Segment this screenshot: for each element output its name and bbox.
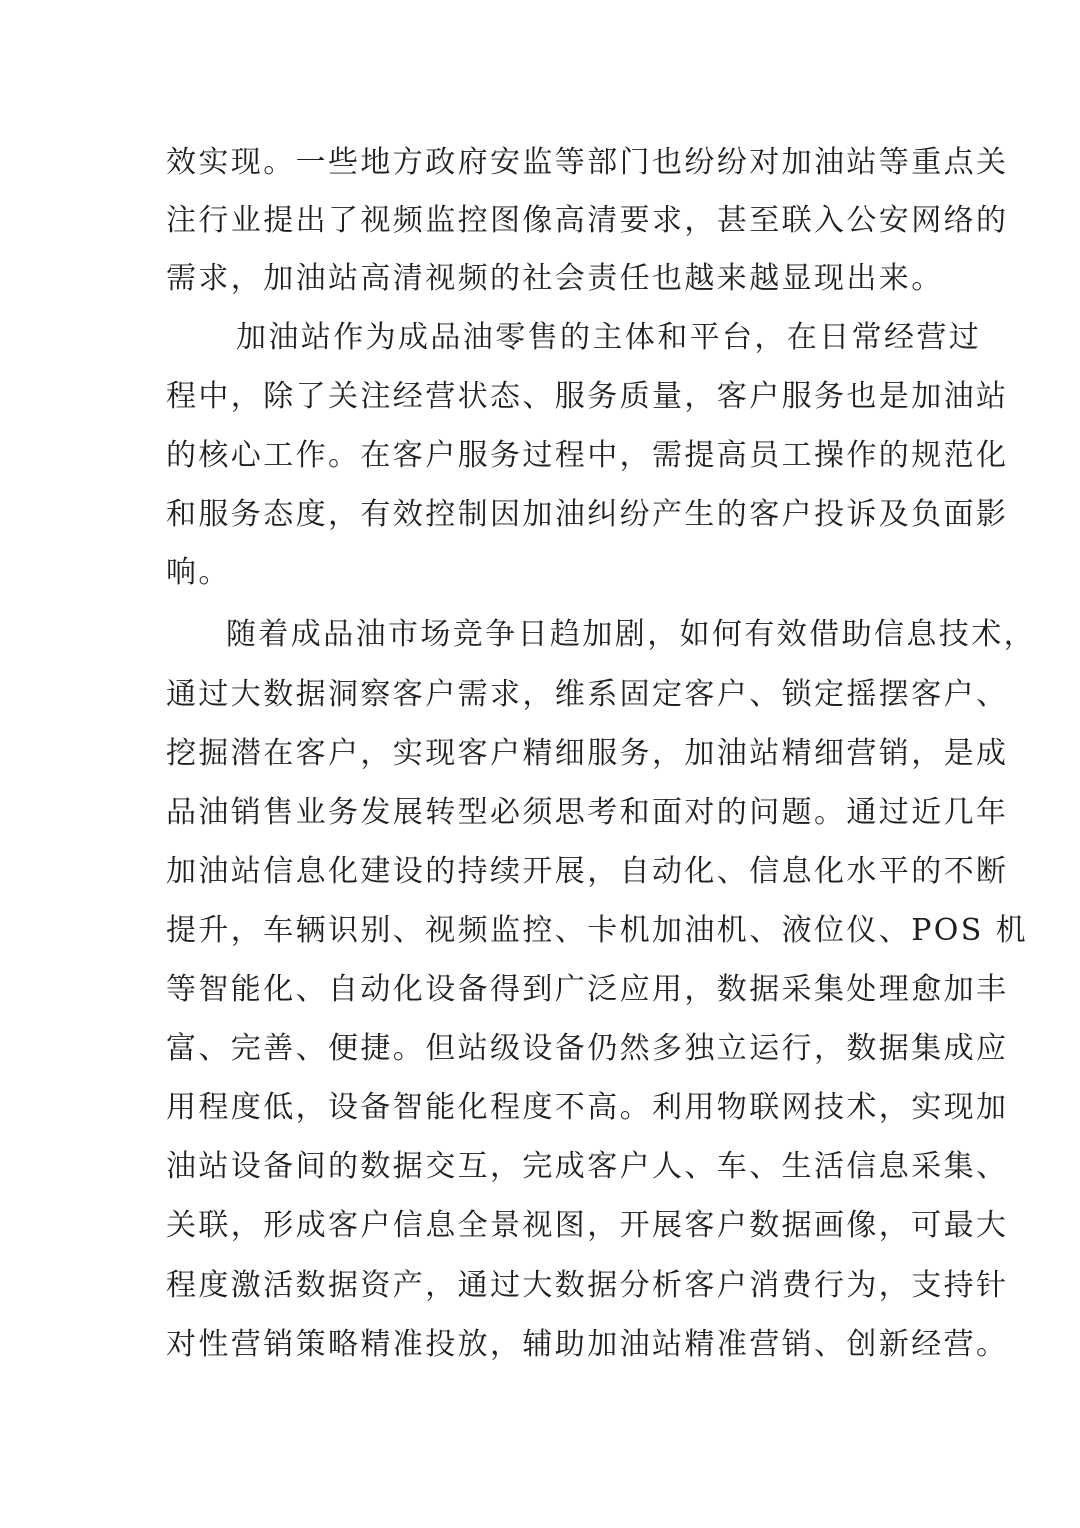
text-line: 挖掘潜在客户，实现客户精细服务，加油站精细营销，是成 — [166, 736, 1009, 771]
text-line: 富、完善、便捷。但站级设备仍然多独立运行，数据集成应 — [166, 1031, 1009, 1066]
text-line: 油站设备间的数据交互，完成客户人、车、生活信息采集、 — [166, 1149, 1009, 1184]
text-line: 程中，除了关注经营状态、服务质量，客户服务也是加油站 — [166, 379, 1009, 414]
text-line: 加油站作为成品油零售的主体和平台，在日常经营过 — [236, 320, 982, 355]
text-line: 随着成品油市场竞争日趋加剧，如何有效借助信息技术， — [226, 617, 1036, 652]
text-line: 等智能化、自动化设备得到广泛应用，数据采集处理愈加丰 — [166, 972, 1009, 1007]
text-line: 对性营销策略精准投放，辅助加油站精准营销、创新经营。 — [166, 1327, 1009, 1362]
text-line: 品油销售业务发展转型必须思考和面对的问题。通过近几年 — [166, 795, 1009, 830]
text-line: 程度激活数据资产，通过大数据分析客户消费行为，支持针 — [166, 1268, 1009, 1303]
text-line: 用程度低，设备智能化程度不高。利用物联网技术，实现加 — [166, 1090, 1009, 1125]
text-line: 和服务态度，有效控制因加油纠纷产生的客户投诉及负面影 — [166, 497, 1009, 532]
text-line: 通过大数据洞察客户需求，维系固定客户、锁定摇摆客户、 — [166, 677, 1009, 712]
text-line: 的核心工作。在客户服务过程中，需提高员工操作的规范化 — [166, 438, 1009, 473]
text-line: 加油站信息化建设的持续开展，自动化、信息化水平的不断 — [166, 854, 1009, 889]
text-line: 需求，加油站高清视频的社会责任也越来越显现出来。 — [166, 261, 944, 296]
text-line: 提升，车辆识别、视频监控、卡机加油机、液位仪、POS 机 — [166, 913, 1029, 948]
text-line: 响。 — [166, 555, 231, 590]
text-line: 效实现。一些地方政府安监等部门也纷纷对加油站等重点关 — [166, 145, 1009, 180]
text-line: 关联，形成客户信息全景视图，开展客户数据画像，可最大 — [166, 1208, 1009, 1243]
text-line: 注行业提出了视频监控图像高清要求，甚至联入公安网络的 — [166, 203, 1009, 238]
